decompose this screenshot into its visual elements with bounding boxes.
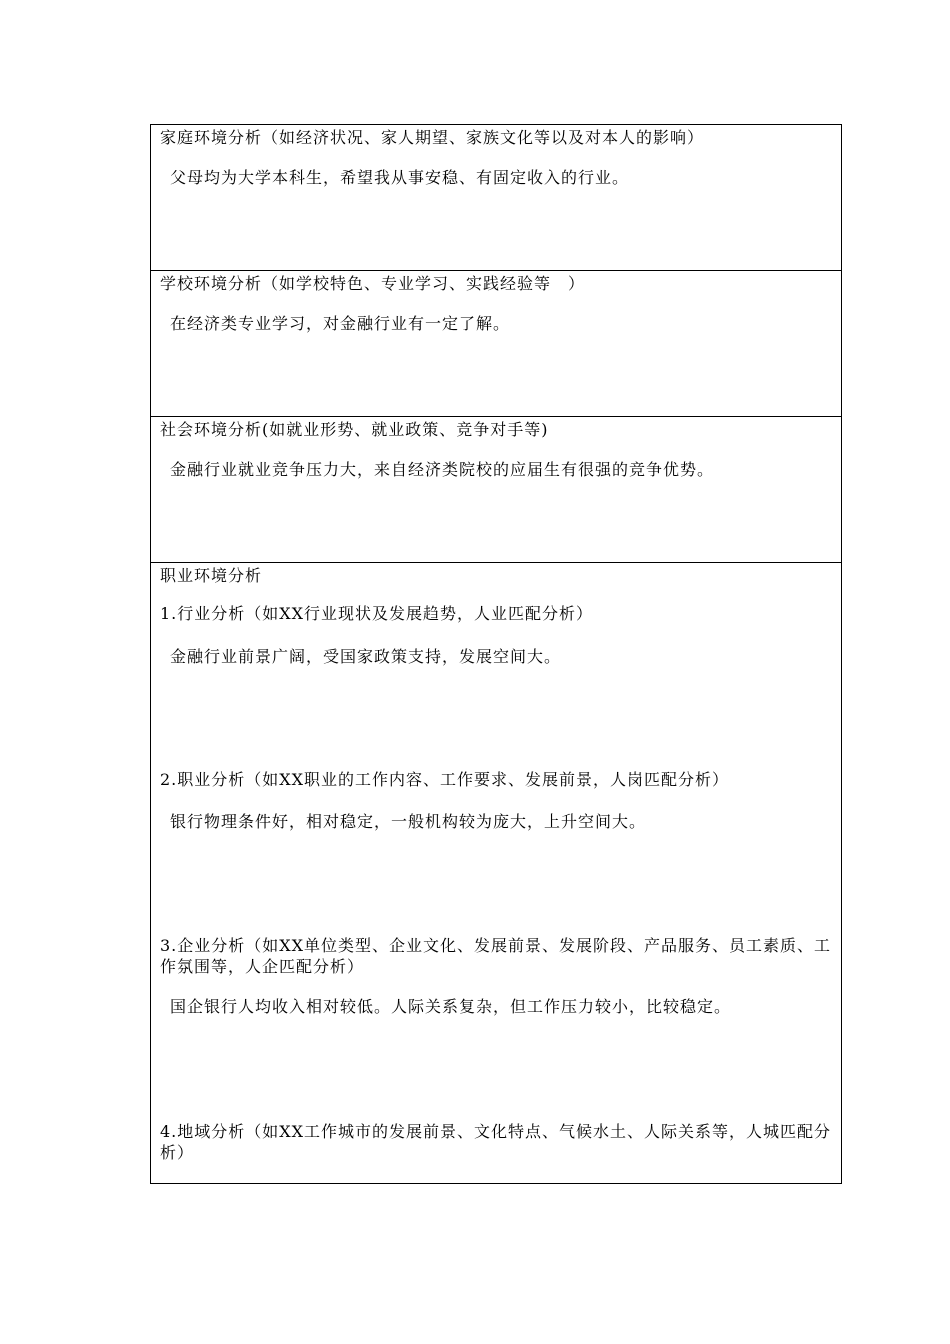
social-environment-section <box>151 417 841 563</box>
social-environment-answer: 金融行业就业竞争压力大，来自经济类院校的应届生有很强的竞争优势。 <box>170 460 715 479</box>
career-environment-section <box>151 563 841 1183</box>
industry-analysis-answer: 金融行业前景广阔，受国家政策支持，发展空间大。 <box>170 647 562 666</box>
school-environment-heading: 学校环境分析（如学校特色、专业学习、实践经验等 ） <box>160 274 586 293</box>
industry-analysis-heading: 1.行业分析（如XX行业现状及发展趋势，人业匹配分析） <box>160 604 594 623</box>
school-environment-answer: 在经济类专业学习，对金融行业有一定了解。 <box>170 314 511 333</box>
occupation-analysis-answer: 银行物理条件好，相对稳定，一般机构较为庞大，上升空间大。 <box>170 812 647 831</box>
enterprise-analysis-answer: 国企银行人均收入相对较低。人际关系复杂，但工作压力较小，比较稳定。 <box>170 997 732 1016</box>
family-environment-section <box>151 125 841 271</box>
enterprise-analysis-heading: 3.企业分析（如XX单位类型、企业文化、发展前景、发展阶段、产品服务、员工素质、工作氛围等，人企匹配分析） <box>160 936 832 976</box>
region-analysis-heading: 4.地域分析（如XX工作城市的发展前景、文化特点、气候水土、人际关系等，人城匹配分析） <box>160 1122 832 1162</box>
school-environment-section <box>151 271 841 417</box>
occupation-analysis-heading: 2.职业分析（如XX职业的工作内容、工作要求、发展前景，人岗匹配分析） <box>160 770 730 789</box>
family-environment-heading: 家庭环境分析（如经济状况、家人期望、家族文化等以及对本人的影响） <box>160 128 705 147</box>
family-environment-answer: 父母均为大学本科生，希望我从事安稳、有固定收入的行业。 <box>170 168 630 187</box>
social-environment-heading: 社会环境分析(如就业形势、就业政策、竞争对手等) <box>160 420 549 439</box>
career-environment-heading: 职业环境分析 <box>160 566 263 585</box>
career-analysis-form <box>150 124 842 1184</box>
